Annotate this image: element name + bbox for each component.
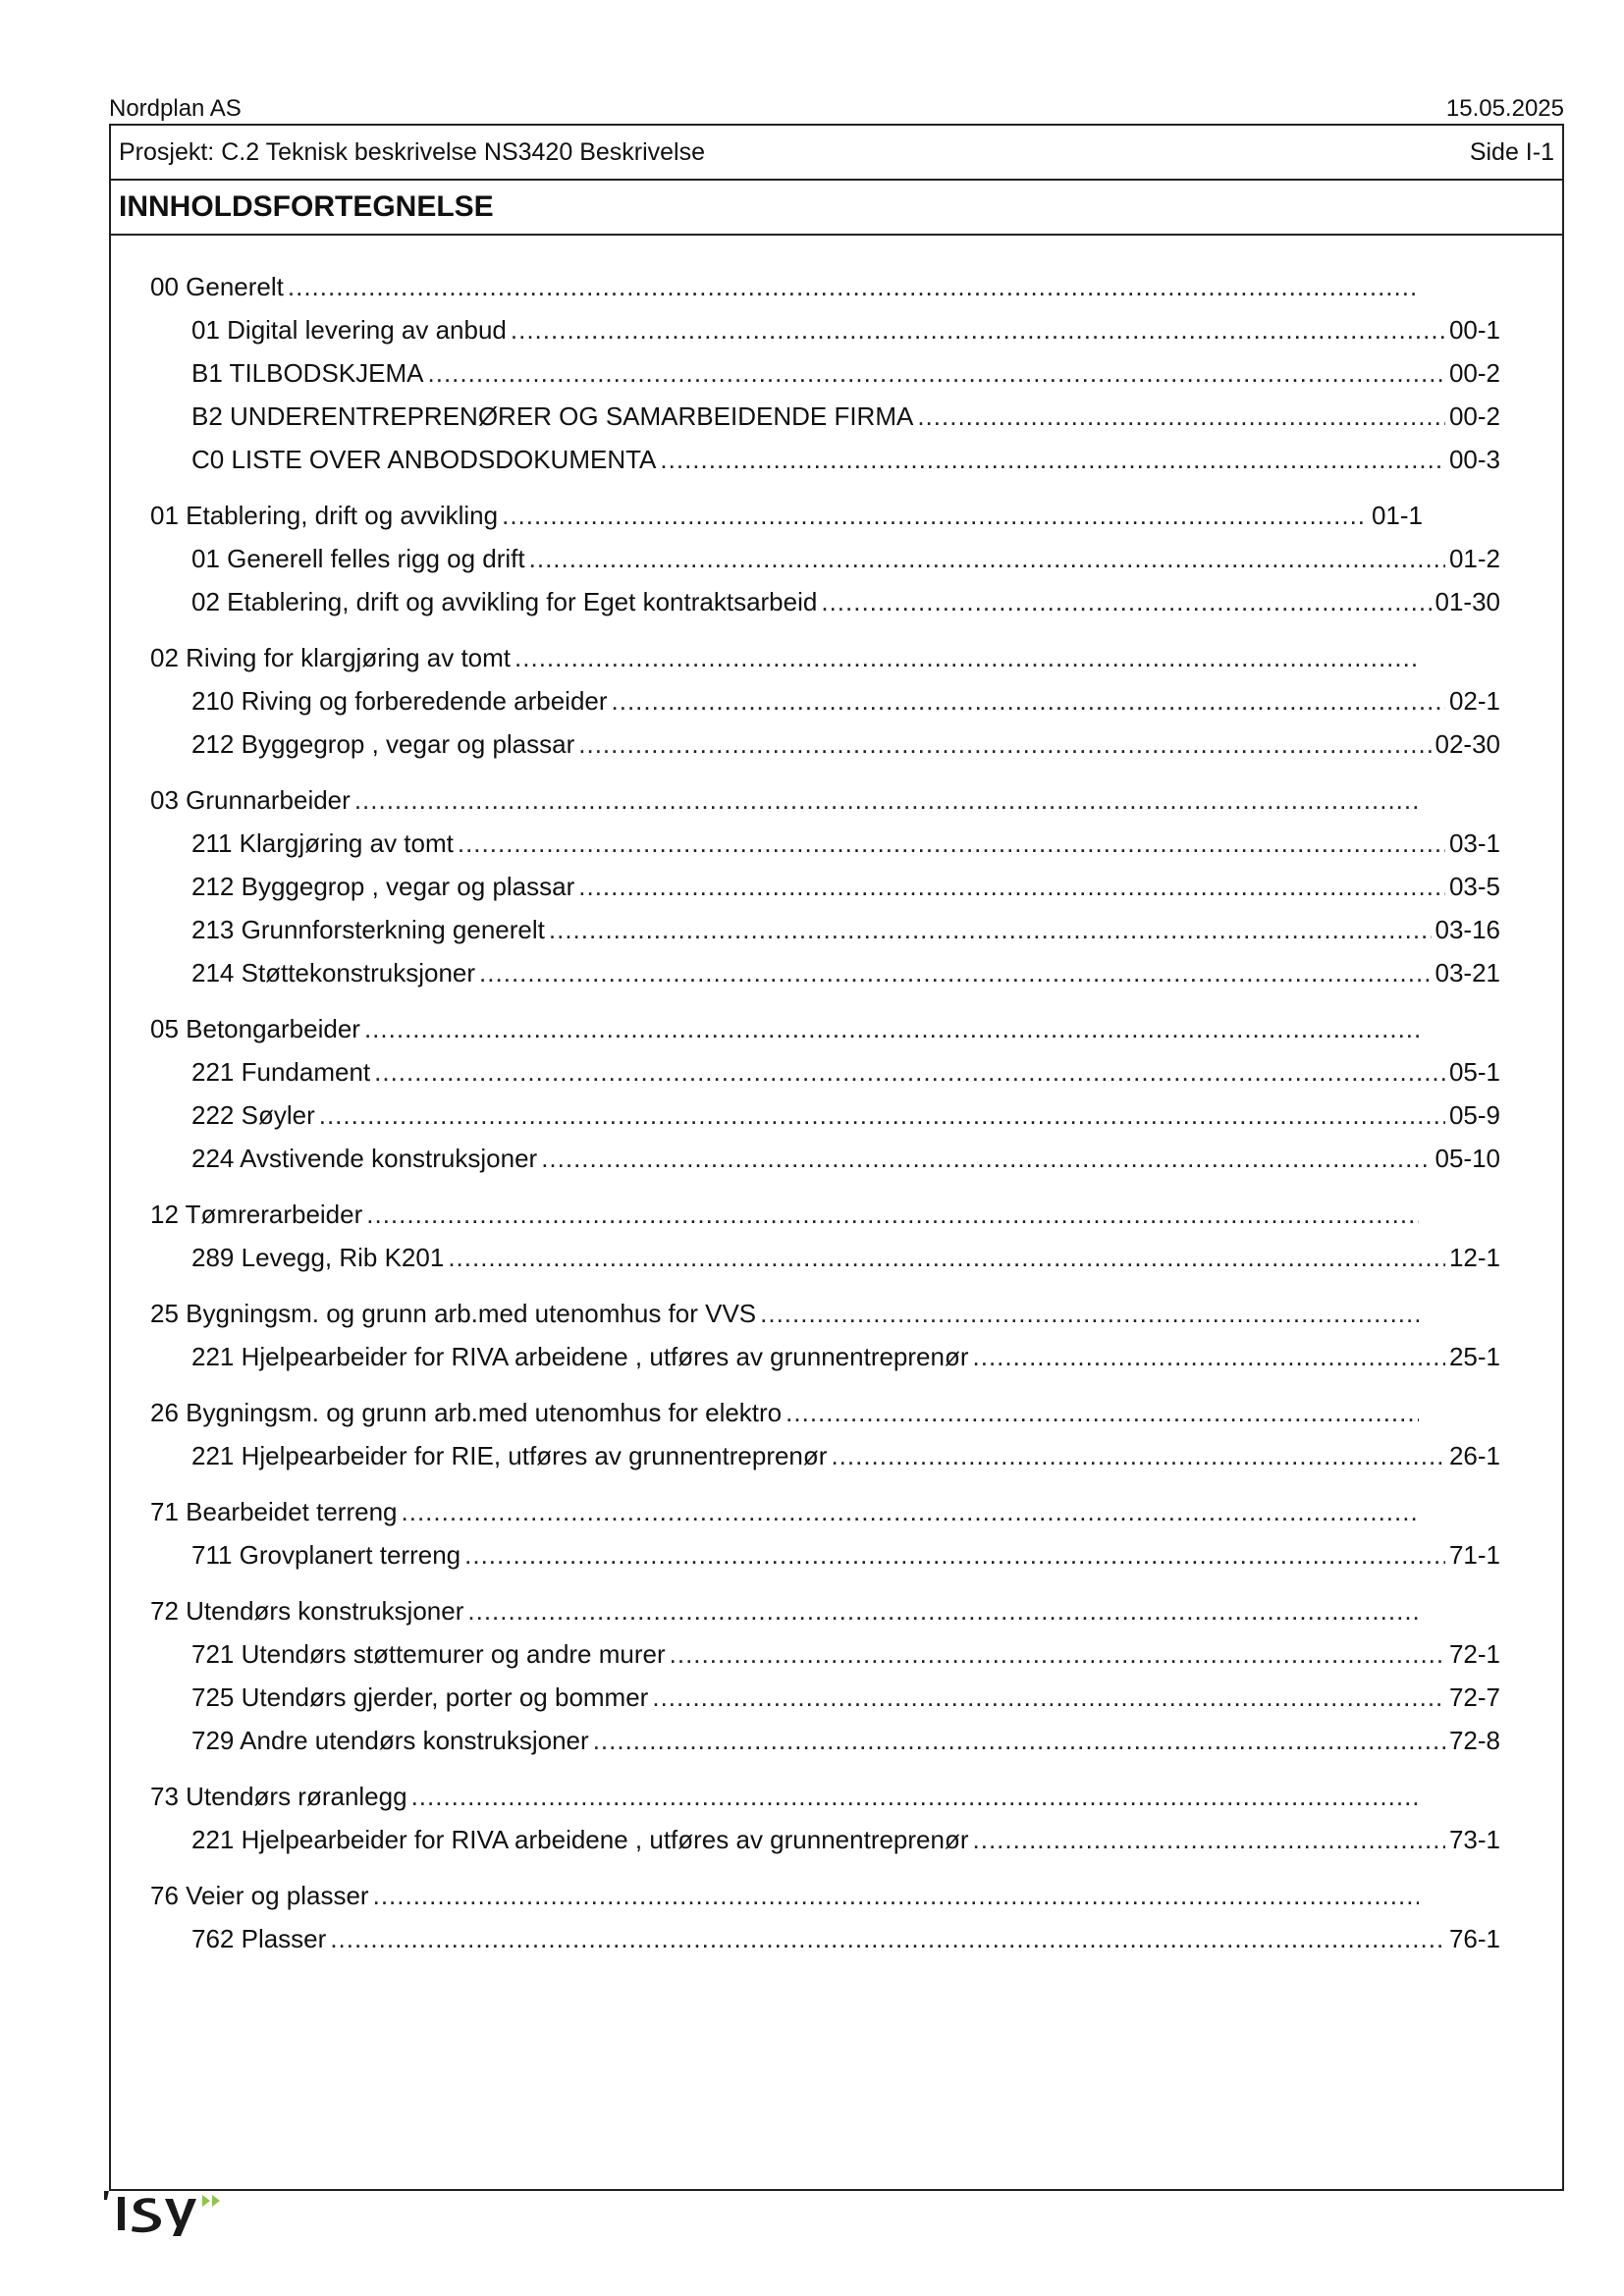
toc-chapter-label: 01 Etablering, drift og avvikling bbox=[150, 501, 499, 530]
page-title: INNHOLDSFORTEGNELSE bbox=[111, 181, 1562, 236]
toc-chapter-row[interactable] bbox=[150, 265, 1423, 308]
toc-chapter-label: 76 Veier og plasser bbox=[150, 1881, 369, 1910]
toc-entry-label: 212 Byggegrop , vegar og plassar bbox=[191, 872, 575, 901]
isy-logo-icon bbox=[104, 2181, 242, 2238]
toc-section bbox=[150, 778, 1500, 994]
dot-leader bbox=[373, 1874, 1419, 1917]
toc-entry-page: 72-7 bbox=[1448, 1682, 1500, 1712]
toc-section bbox=[150, 1589, 1500, 1762]
toc-entry-page: 02-30 bbox=[1435, 729, 1500, 759]
toc-entry-label: 02 Etablering, drift og avvikling for Eget kontraktsarbeid bbox=[191, 587, 818, 616]
toc-entry-page: 71-1 bbox=[1448, 1540, 1500, 1570]
toc-entry-page: 72-1 bbox=[1448, 1639, 1500, 1669]
document-date: 15.05.2025 bbox=[1445, 95, 1564, 122]
toc-entry-row[interactable] bbox=[191, 1676, 1500, 1719]
toc-entry-row[interactable] bbox=[191, 1818, 1500, 1861]
toc-entry-row[interactable] bbox=[191, 308, 1500, 351]
toc-chapter-label: 26 Bygningsm. og grunn arb.med utenomhus for elektro bbox=[150, 1398, 783, 1427]
toc-entry-page: 05-10 bbox=[1435, 1144, 1500, 1173]
toc-entry-row[interactable] bbox=[191, 438, 1500, 481]
toc-entry-label: B2 UNDERENTREPRENØRER OG SAMARBEIDENDE FIRMA bbox=[191, 401, 914, 431]
dot-leader bbox=[330, 1917, 1445, 1960]
toc-section bbox=[150, 636, 1500, 766]
toc-entry-page: 25-1 bbox=[1448, 1342, 1500, 1371]
toc-entry-row[interactable] bbox=[191, 1050, 1500, 1094]
dot-leader bbox=[760, 1292, 1419, 1335]
toc-entry-row[interactable] bbox=[191, 822, 1500, 865]
toc-entry-page: 02-1 bbox=[1448, 686, 1500, 716]
dot-leader bbox=[593, 1719, 1445, 1762]
toc-entry-page: 03-21 bbox=[1435, 958, 1500, 988]
dot-leader bbox=[821, 580, 1431, 623]
toc-entry-page: 01-2 bbox=[1448, 544, 1500, 573]
project-header bbox=[111, 126, 1562, 181]
toc-chapter-row[interactable] bbox=[150, 1193, 1423, 1236]
dot-leader bbox=[831, 1434, 1445, 1477]
toc-chapter-row[interactable] bbox=[150, 1775, 1423, 1818]
dot-leader bbox=[319, 1094, 1445, 1137]
toc-entry-label: C0 LISTE OVER ANBODSDOKUMENTA bbox=[191, 445, 657, 474]
toc-entry-label: 221 Hjelpearbeider for RIE, utføres av grunnentreprenør bbox=[191, 1441, 828, 1470]
toc-entry-label: 711 Grovplanert terreng bbox=[191, 1540, 461, 1570]
dot-leader bbox=[578, 865, 1445, 908]
toc-chapter-label: 73 Utendørs røranlegg bbox=[150, 1782, 407, 1811]
toc-entry-label: 289 Levegg, Rib K201 bbox=[191, 1243, 445, 1272]
dot-leader bbox=[670, 1632, 1445, 1676]
page-number: Side I-1 bbox=[1469, 138, 1554, 166]
toc-entry-row[interactable] bbox=[191, 1632, 1500, 1676]
toc-entry-row[interactable] bbox=[191, 951, 1500, 994]
toc-entry-row[interactable] bbox=[191, 580, 1500, 623]
toc-chapter-row[interactable] bbox=[150, 1007, 1423, 1050]
toc-entry-row[interactable] bbox=[191, 1094, 1500, 1137]
toc-entry-row[interactable] bbox=[191, 908, 1500, 951]
dot-leader bbox=[479, 951, 1431, 994]
toc-chapter-label: 71 Bearbeidet terreng bbox=[150, 1497, 398, 1526]
toc-chapter-label: 05 Betongarbeider bbox=[150, 1014, 360, 1043]
toc-entry-label: B1 TILBODSKJEMA bbox=[191, 358, 424, 388]
toc-entry-row[interactable] bbox=[191, 1917, 1500, 1960]
dot-leader bbox=[541, 1137, 1431, 1180]
toc-entry-page: 03-5 bbox=[1448, 872, 1500, 901]
toc-entry-label: 210 Riving og forberedende arbeider bbox=[191, 686, 608, 716]
project-title: Prosjekt: C.2 Teknisk beskrivelse NS3420 Beskrivelse bbox=[119, 138, 706, 166]
toc-entry-page: 26-1 bbox=[1448, 1441, 1500, 1470]
toc-section bbox=[150, 1490, 1500, 1576]
toc-entry-page: 00-3 bbox=[1448, 445, 1500, 474]
toc-chapter-label: 12 Tømrerarbeider bbox=[150, 1200, 363, 1229]
toc-entry-label: 222 Søyler bbox=[191, 1100, 315, 1130]
document-meta bbox=[109, 94, 1564, 124]
dot-leader bbox=[502, 494, 1368, 537]
toc-entry-label: 214 Støttekonstruksjoner bbox=[191, 958, 476, 988]
toc-entry-page: 05-9 bbox=[1448, 1100, 1500, 1130]
toc-entry-row[interactable] bbox=[191, 865, 1500, 908]
toc-entry-label: 212 Byggegrop , vegar og plassar bbox=[191, 729, 575, 759]
dot-leader bbox=[374, 1050, 1445, 1094]
dot-leader bbox=[364, 1007, 1419, 1050]
toc-entry-page: 00-1 bbox=[1448, 315, 1500, 345]
dot-leader bbox=[529, 537, 1445, 580]
toc-chapter-label: 03 Grunnarbeider bbox=[150, 785, 351, 815]
toc-entry-page: 76-1 bbox=[1448, 1924, 1500, 1953]
toc-entry-row[interactable] bbox=[191, 1719, 1500, 1762]
toc-chapter-row[interactable] bbox=[150, 1292, 1423, 1335]
dot-leader bbox=[612, 679, 1445, 722]
toc-entry-row[interactable] bbox=[191, 679, 1500, 722]
dot-leader bbox=[973, 1335, 1445, 1378]
dot-leader bbox=[402, 1490, 1419, 1533]
dot-leader bbox=[660, 438, 1445, 481]
page-frame bbox=[109, 124, 1564, 2191]
toc-chapter-label: 02 Riving for klargjøring av tomt bbox=[150, 643, 512, 672]
toc-entry-page: 05-1 bbox=[1448, 1057, 1500, 1087]
toc-entry-row[interactable] bbox=[191, 351, 1500, 395]
toc-section bbox=[150, 494, 1500, 623]
toc-entry-label: 725 Utendørs gjerder, porter og bommer bbox=[191, 1682, 649, 1712]
dot-leader bbox=[458, 822, 1445, 865]
toc-section bbox=[150, 1007, 1500, 1180]
toc-entry-label: 224 Avstivende konstruksjoner bbox=[191, 1144, 538, 1173]
toc-entry-label: 221 Hjelpearbeider for RIVA arbeidene , utføres av grunnentreprenør bbox=[191, 1342, 969, 1371]
dot-leader bbox=[514, 636, 1419, 679]
toc-entry-row[interactable] bbox=[191, 1236, 1500, 1279]
toc-entry-page: 12-1 bbox=[1448, 1243, 1500, 1272]
toc-chapter-row[interactable] bbox=[150, 494, 1423, 537]
toc-section bbox=[150, 1292, 1500, 1378]
toc-chapter-row[interactable] bbox=[150, 1589, 1423, 1632]
toc-section bbox=[150, 1391, 1500, 1477]
toc-section bbox=[150, 265, 1500, 481]
toc-entry-label: 01 Digital levering av anbud bbox=[191, 315, 507, 345]
toc-chapter-row[interactable] bbox=[150, 1874, 1423, 1917]
table-of-contents bbox=[150, 265, 1500, 1973]
company-name: Nordplan AS bbox=[109, 95, 242, 122]
dot-leader bbox=[652, 1676, 1445, 1719]
dot-leader bbox=[973, 1818, 1445, 1861]
toc-entry-row[interactable] bbox=[191, 537, 1500, 580]
toc-entry-page: 03-1 bbox=[1448, 828, 1500, 858]
toc-entry-row[interactable] bbox=[191, 1335, 1500, 1378]
toc-chapter-row[interactable] bbox=[150, 778, 1423, 822]
dot-leader bbox=[549, 908, 1432, 951]
toc-entry-label: 221 Hjelpearbeider for RIVA arbeidene , utføres av grunnentreprenør bbox=[191, 1825, 969, 1854]
dot-leader bbox=[467, 1589, 1419, 1632]
toc-chapter-label: 00 Generelt bbox=[150, 272, 284, 301]
toc-entry-page: 73-1 bbox=[1448, 1825, 1500, 1854]
toc-entry-label: 213 Grunnforsterkning generelt bbox=[191, 915, 545, 944]
toc-chapter-row[interactable] bbox=[150, 636, 1423, 679]
toc-chapter-page: 01-1 bbox=[1371, 501, 1423, 530]
dot-leader bbox=[354, 778, 1419, 822]
toc-entry-label: 762 Plasser bbox=[191, 1924, 327, 1953]
toc-entry-label: 211 Klargjøring av tomt bbox=[191, 828, 454, 858]
toc-chapter-label: 72 Utendørs konstruksjoner bbox=[150, 1596, 464, 1626]
dot-leader bbox=[288, 265, 1419, 308]
dot-leader bbox=[464, 1533, 1445, 1576]
dot-leader bbox=[511, 308, 1445, 351]
dot-leader bbox=[785, 1391, 1419, 1434]
toc-entry-page: 01-30 bbox=[1435, 587, 1500, 616]
toc-section bbox=[150, 1775, 1500, 1861]
dot-leader bbox=[366, 1193, 1419, 1236]
toc-entry-label: 221 Fundament bbox=[191, 1057, 371, 1087]
toc-entry-page: 00-2 bbox=[1448, 358, 1500, 388]
toc-chapter-label: 25 Bygningsm. og grunn arb.med utenomhus for VVS bbox=[150, 1299, 757, 1328]
toc-entry-row[interactable] bbox=[191, 395, 1500, 438]
toc-entry-label: 729 Andre utendørs konstruksjoner bbox=[191, 1726, 589, 1755]
dot-leader bbox=[411, 1775, 1419, 1818]
toc-entry-row[interactable] bbox=[191, 1434, 1500, 1477]
toc-entry-page: 00-2 bbox=[1448, 401, 1500, 431]
toc-entry-page: 03-16 bbox=[1435, 915, 1500, 944]
toc-section bbox=[150, 1193, 1500, 1279]
toc-entry-row[interactable] bbox=[191, 1533, 1500, 1576]
toc-entry-label: 721 Utendørs støttemurer og andre murer bbox=[191, 1639, 666, 1669]
dot-leader bbox=[448, 1236, 1445, 1279]
toc-entry-row[interactable] bbox=[191, 1137, 1500, 1180]
toc-section bbox=[150, 1874, 1500, 1960]
toc-chapter-row[interactable] bbox=[150, 1490, 1423, 1533]
dot-leader bbox=[578, 722, 1431, 766]
toc-entry-label: 01 Generell felles rigg og drift bbox=[191, 544, 525, 573]
toc-entry-page: 72-8 bbox=[1448, 1726, 1500, 1755]
toc-chapter-row[interactable] bbox=[150, 1391, 1423, 1434]
dot-leader bbox=[917, 395, 1445, 438]
dot-leader bbox=[428, 351, 1445, 395]
toc-entry-row[interactable] bbox=[191, 722, 1500, 766]
